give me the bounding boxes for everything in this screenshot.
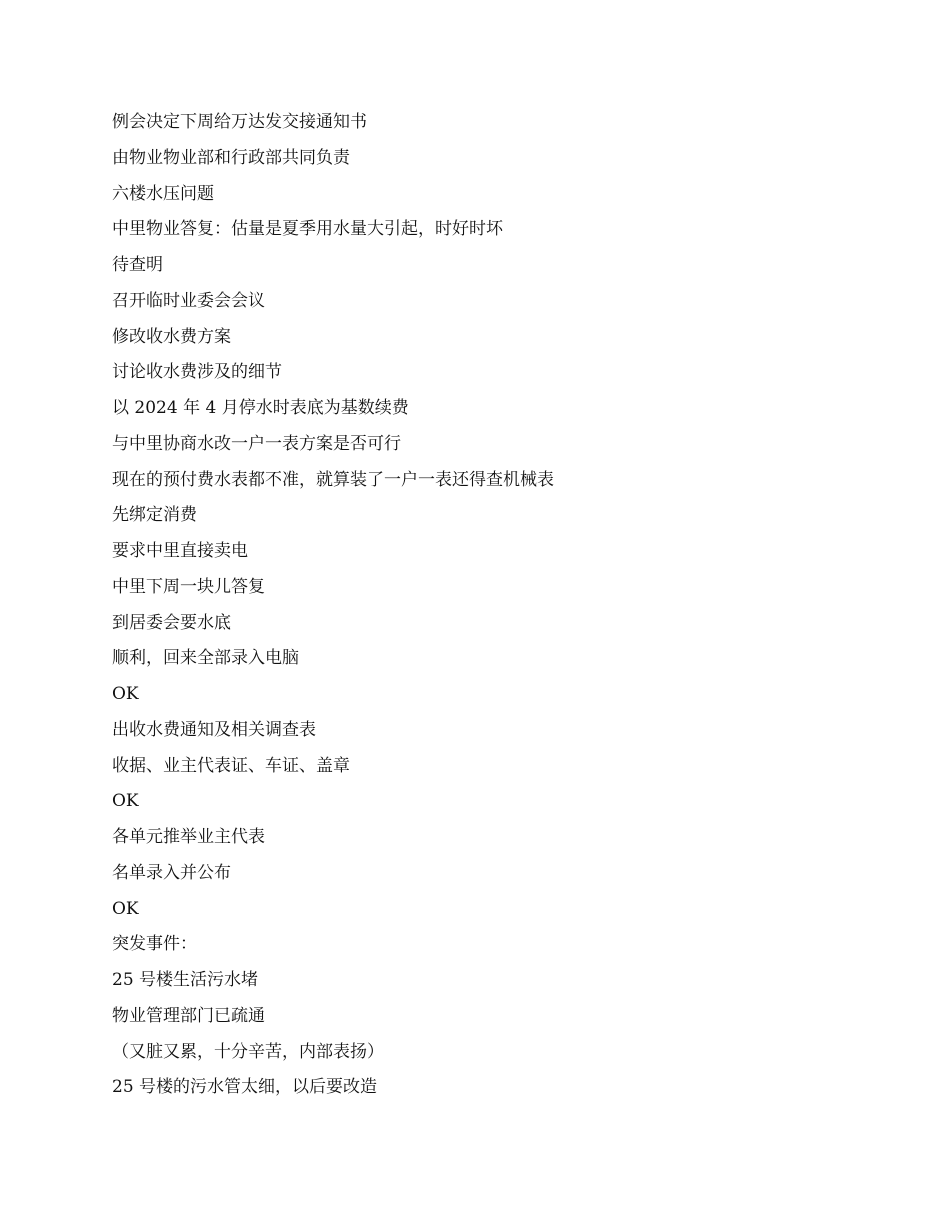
note-line: OK <box>112 898 139 919</box>
note-line: 中里物业答复：估量是夏季用水量大引起，时好时坏 <box>112 219 503 240</box>
meeting-notes <box>112 105 872 1106</box>
note-line: 到居委会要水底 <box>112 612 231 633</box>
note-line: 物业管理部门已疏通 <box>112 1005 265 1026</box>
note-line: 名单录入并公布 <box>112 862 231 883</box>
note-line: 25 号楼的污水管太细，以后要改造 <box>112 1077 378 1098</box>
note-line: 中里下周一块儿答复 <box>112 576 265 597</box>
note-line: 待查明 <box>112 255 163 275</box>
note-line: 修改收水费方案 <box>112 326 231 347</box>
note-line: 要求中里直接卖电 <box>112 541 248 561</box>
note-line: 先绑定消费 <box>112 505 197 526</box>
note-line: 六楼水压问题 <box>112 183 214 204</box>
note-line: 出收水费通知及相关调查表 <box>112 719 316 740</box>
note-line: 以 2024 年 4 月停水时表底为基数续费 <box>112 398 409 418</box>
note-line: 例会决定下周给万达发交接通知书 <box>112 112 367 132</box>
note-line: 各单元推举业主代表 <box>112 827 265 847</box>
note-line: 突发事件： <box>112 934 197 955</box>
note-line: 顺利，回来全部录入电脑 <box>112 648 299 669</box>
note-line: 25 号楼生活污水堵 <box>112 970 259 990</box>
note-line: 由物业物业部和行政部共同负责 <box>112 147 350 168</box>
note-line: 现在的预付费水表都不准，就算装了一户一表还得查机械表 <box>112 469 554 490</box>
note-line: （又脏又累，十分辛苦，内部表扬） <box>112 1041 384 1062</box>
note-line: OK <box>112 791 139 812</box>
note-line: OK <box>112 684 139 704</box>
note-line: 收据、业主代表证、车证、盖章 <box>112 755 350 776</box>
note-line: 讨论收水费涉及的细节 <box>112 362 282 383</box>
note-line: 与中里协商水改一户一表方案是否可行 <box>112 433 401 454</box>
note-line: 召开临时业委会会议 <box>112 290 265 311</box>
